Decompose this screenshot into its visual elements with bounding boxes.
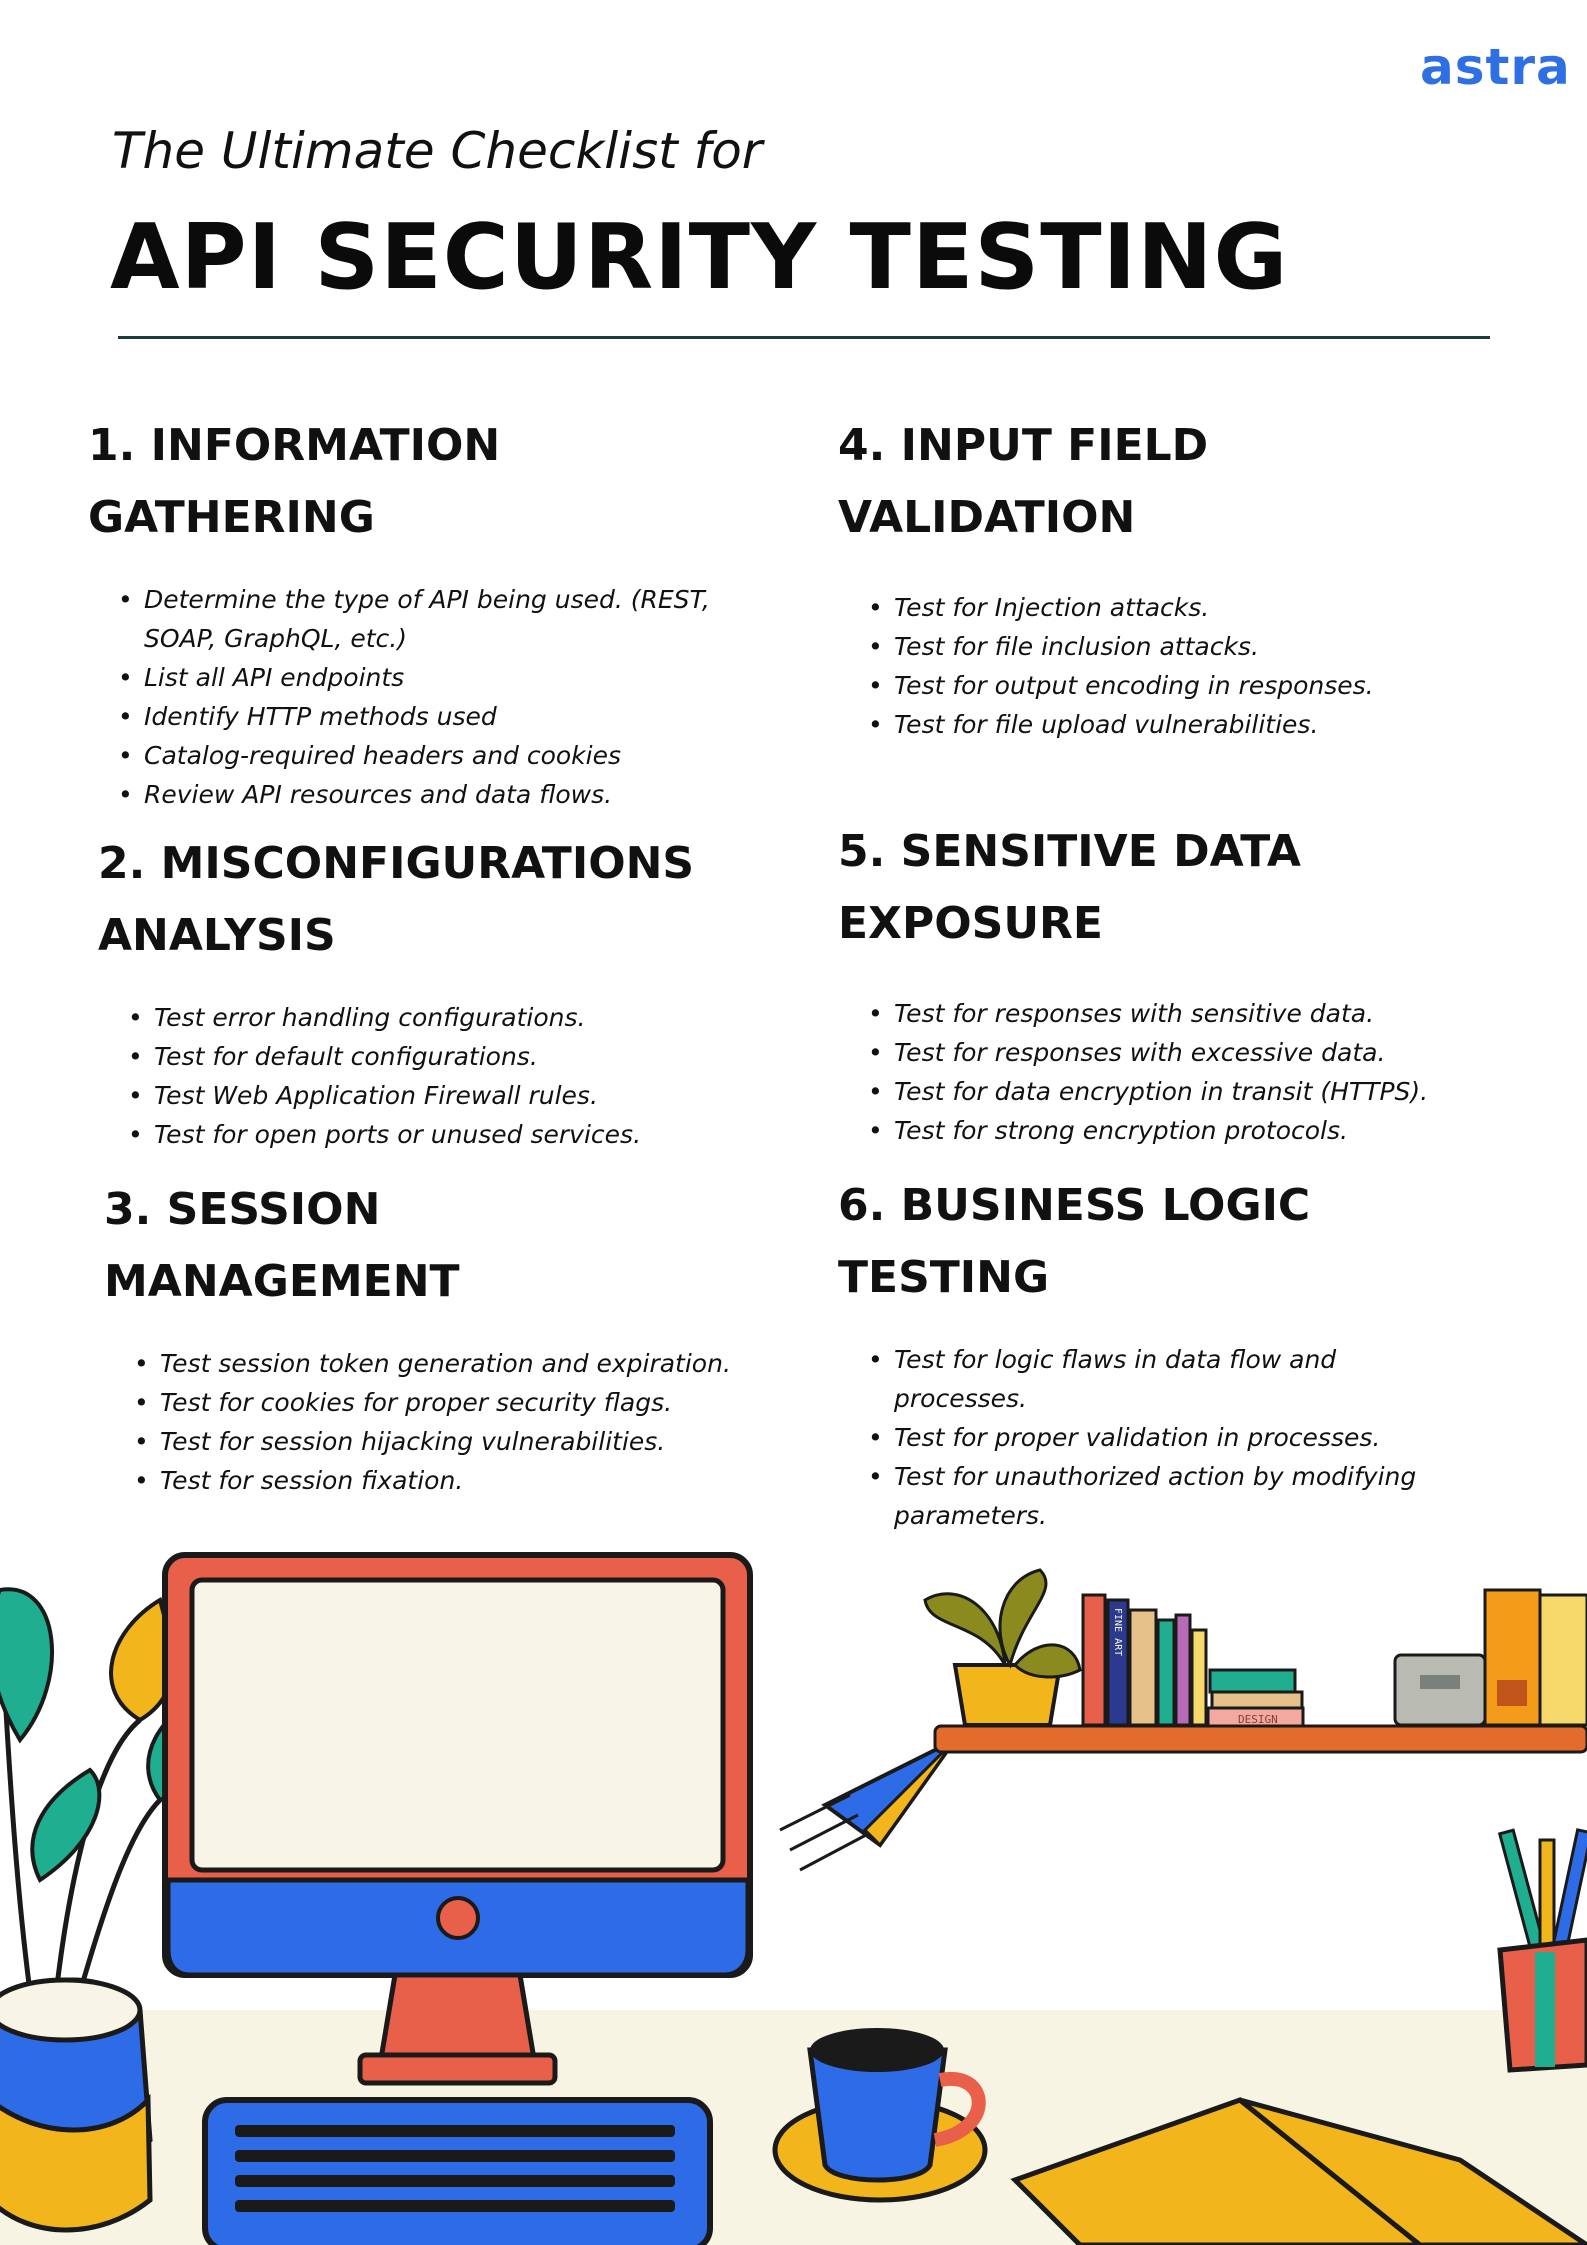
checklist-item: • Test for cookies for proper security flags.	[160, 1383, 804, 1422]
checklist-item-continuation: SOAP, GraphQL, etc.)	[144, 624, 407, 653]
book-spine-text-design: DESIGN	[1238, 1713, 1278, 1726]
section-heading	[88, 410, 788, 554]
checklist-item: • Identify HTTP methods used	[144, 697, 788, 736]
checklist-item: • Catalog-required headers and cookies	[144, 736, 788, 775]
book-spine-text-fine-art: FINE ART	[1112, 1608, 1123, 1657]
checklist-item: • Determine the type of API being used. (REST,	[144, 580, 788, 619]
section-heading	[838, 1170, 1538, 1314]
checklist-item: • Test for file inclusion attacks.	[894, 627, 1538, 666]
title-divider	[118, 336, 1490, 339]
checklist-item: • Test session token generation and expiration.	[160, 1344, 804, 1383]
checklist-item: • List all API endpoints	[144, 658, 788, 697]
checklist-item: • Test for logic flaws in data flow and	[894, 1340, 1538, 1379]
checklist	[838, 994, 1538, 1150]
keyboard-icon	[205, 2100, 710, 2245]
checklist-item: • Test for responses with sensitive data.	[894, 994, 1538, 1033]
section-heading-line2: GATHERING	[88, 492, 375, 543]
checklist-item: • Test for data encryption in transit (HTTPS).	[894, 1072, 1538, 1111]
checklist-item: • Test for file upload vulnerabilities.	[894, 705, 1538, 744]
paper-plane-icon	[780, 1740, 955, 1870]
checklist-item: • Test for session fixation.	[160, 1461, 804, 1500]
checklist-item: • Test for open ports or unused services.	[154, 1115, 798, 1154]
checklist-item-continuation: parameters.	[894, 1501, 1047, 1530]
section-business-logic-testing	[838, 1170, 1538, 1535]
checklist	[838, 588, 1538, 744]
checklist-item: • Test for responses with excessive data.	[894, 1033, 1538, 1072]
section-heading-line1: 3. SESSION	[104, 1184, 381, 1235]
checklist-item: • Test for default configurations.	[154, 1037, 798, 1076]
section-information-gathering	[88, 410, 788, 814]
checklist-item: • Test for strong encryption protocols.	[894, 1111, 1538, 1150]
checklist	[838, 1340, 1538, 1535]
section-heading-line2: EXPOSURE	[838, 898, 1103, 949]
section-input-field-validation	[838, 410, 1538, 744]
section-heading-line1: 1. INFORMATION	[88, 420, 501, 471]
section-heading	[838, 816, 1538, 960]
checklist-item: • Test for unauthorized action by modifying	[894, 1457, 1538, 1496]
checklist	[98, 998, 798, 1154]
checklist-item: • Test error handling configurations.	[154, 998, 798, 1037]
checklist-item: • Test for session hijacking vulnerabilities.	[160, 1422, 804, 1461]
section-heading-line1: 4. INPUT FIELD	[838, 420, 1209, 471]
checklist-item-continuation: processes.	[894, 1384, 1027, 1413]
section-heading-line2: VALIDATION	[838, 492, 1136, 543]
section-heading-line2: MANAGEMENT	[104, 1256, 460, 1307]
checklist-item: • Test for output encoding in responses.	[894, 666, 1538, 705]
section-sensitive-data-exposure	[838, 816, 1538, 1150]
pencil-cup-icon	[1500, 1830, 1587, 2070]
desk-illustration	[0, 1540, 1587, 2245]
section-heading-line1: 2. MISCONFIGURATIONS	[98, 838, 695, 889]
checklist-item: • Test Web Application Firewall rules.	[154, 1076, 798, 1115]
section-heading	[104, 1174, 804, 1318]
section-heading-line2: TESTING	[838, 1252, 1050, 1303]
page-subtitle: The Ultimate Checklist for	[112, 122, 763, 180]
section-misconfigurations-analysis	[98, 828, 798, 1154]
checklist-item: • Test for Injection attacks.	[894, 588, 1538, 627]
section-heading-line1: 5. SENSITIVE DATA	[838, 826, 1301, 877]
section-heading	[838, 410, 1538, 554]
checklist	[88, 580, 788, 814]
section-heading-line1: 6. BUSINESS LOGIC	[838, 1180, 1311, 1231]
section-heading	[98, 828, 798, 972]
section-session-management	[104, 1174, 804, 1500]
checklist-item: • Review API resources and data flows.	[144, 775, 788, 814]
section-heading-line2: ANALYSIS	[98, 910, 336, 961]
page-title: API SECURITY TESTING	[110, 205, 1289, 310]
monitor-icon	[165, 1555, 750, 2083]
astra-logo[interactable]: astra	[1420, 38, 1571, 96]
checklist	[104, 1344, 804, 1500]
checklist-item: • Test for proper validation in processes.	[894, 1418, 1538, 1457]
